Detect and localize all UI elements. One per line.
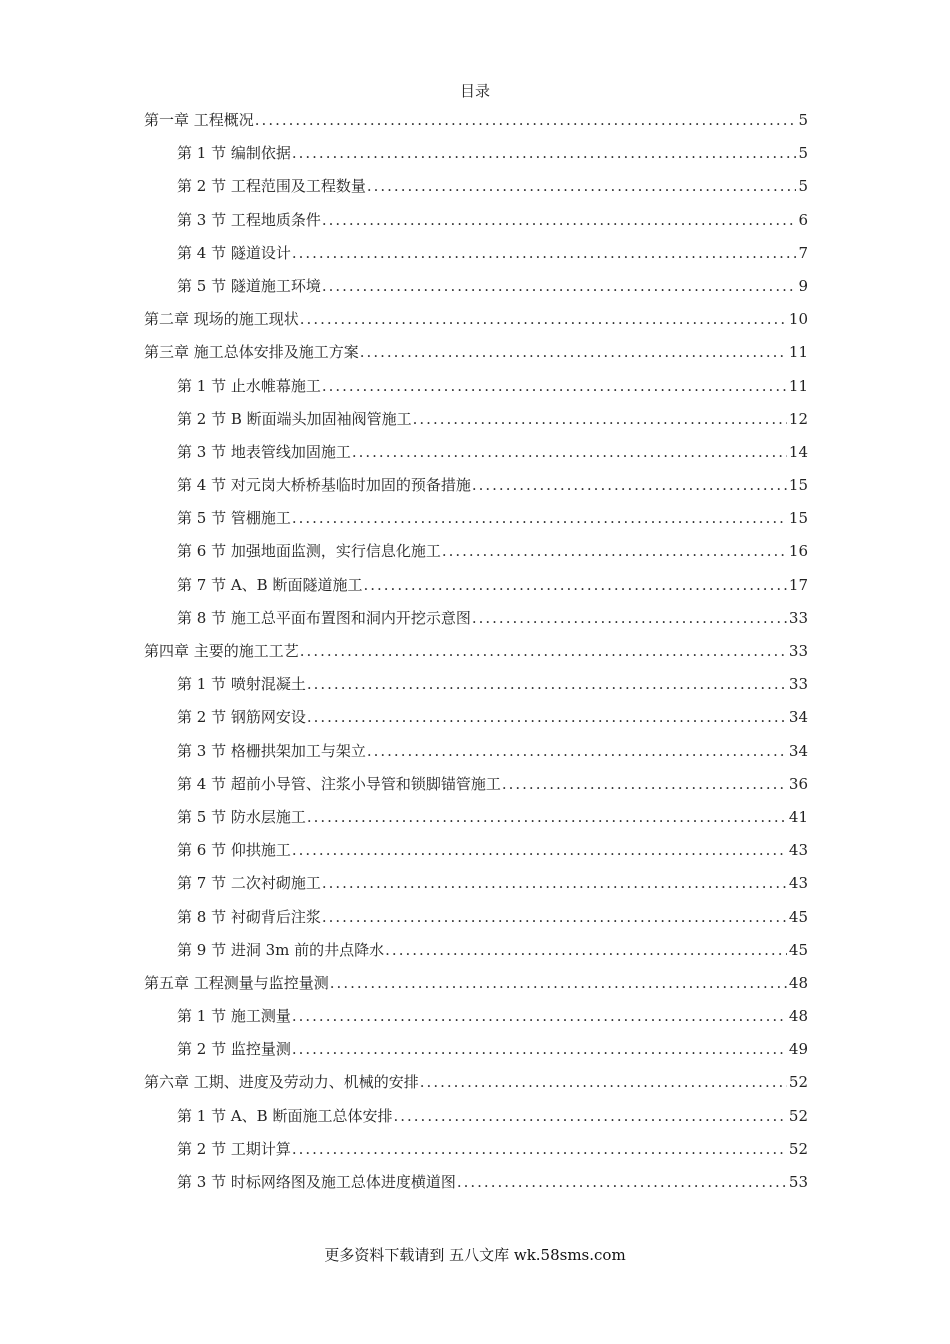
toc-section-entry[interactable] — [144, 867, 808, 900]
toc-section-entry[interactable] — [144, 370, 808, 403]
toc-page-number: 45 — [788, 907, 808, 926]
toc-dot-leader — [291, 834, 787, 867]
toc-entry-label: 第 2 节 工期计算 — [177, 1139, 291, 1158]
toc-dot-leader — [456, 1166, 787, 1199]
toc-dot-leader — [291, 137, 797, 170]
toc-entry-label: 第 1 节 施工测量 — [177, 1007, 291, 1026]
toc-entry-label: 第 1 节 止水帷幕施工 — [177, 376, 321, 395]
toc-page-number: 53 — [788, 1173, 808, 1191]
toc-page-number: 5 — [798, 177, 808, 196]
toc-dot-leader — [306, 801, 787, 834]
toc-entry-label: 第三章 施工总体安排及施工方案 — [144, 343, 359, 362]
toc-chapter-entry[interactable] — [144, 635, 808, 668]
toc-page-number: 52 — [788, 1073, 808, 1092]
toc-page-number: 43 — [788, 874, 808, 893]
toc-entry-label: 第 1 节 A、B 断面施工总体安排 — [177, 1106, 393, 1125]
toc-page-number: 33 — [788, 675, 808, 694]
toc-chapter-entry[interactable] — [144, 104, 808, 137]
toc-dot-leader — [412, 403, 787, 436]
toc-section-entry[interactable] — [144, 768, 808, 801]
toc-dot-leader — [419, 1066, 787, 1099]
toc-dot-leader — [362, 569, 786, 602]
toc-section-entry[interactable] — [144, 137, 808, 170]
toc-page-number: 34 — [788, 741, 808, 760]
toc-dot-leader — [291, 502, 787, 535]
footer-note: 更多资料下载请到 五八文库 wk.58sms.com — [324, 1246, 626, 1264]
toc-entry-label: 第 3 节 工程地质条件 — [177, 210, 321, 229]
toc-section-entry[interactable] — [144, 535, 808, 568]
toc-entry-label: 第 4 节 对元岗大桥桥基临时加固的预备措施 — [177, 476, 471, 495]
toc-entry-label: 第 3 节 格栅拱架加工与架立 — [177, 741, 366, 760]
toc-section-entry[interactable] — [144, 270, 808, 303]
toc-entry-label: 第 5 节 防水层施工 — [177, 807, 306, 826]
toc-section-entry[interactable] — [144, 502, 808, 535]
toc-chapter-entry[interactable] — [144, 336, 808, 369]
toc-dot-leader — [329, 967, 787, 1000]
toc-entry-label: 第 8 节 衬砌背后注浆 — [177, 907, 321, 926]
toc-entry-label: 第六章 工期、进度及劳动力、机械的安排 — [144, 1073, 419, 1092]
toc-section-entry[interactable] — [144, 801, 808, 834]
toc-section-entry[interactable] — [144, 901, 808, 934]
toc-dot-leader — [299, 635, 787, 668]
toc-entry-label: 第 2 节 钢筋网安设 — [177, 708, 306, 727]
toc-section-entry[interactable] — [144, 1166, 808, 1199]
toc-dot-leader — [321, 204, 797, 237]
toc-section-entry[interactable] — [144, 668, 808, 701]
toc-page-number: 48 — [788, 1007, 808, 1026]
toc-section-entry[interactable] — [144, 170, 808, 203]
toc-entry-label: 第 8 节 施工总平面布置图和洞内开挖示意图 — [177, 608, 471, 627]
toc-section-entry[interactable] — [144, 569, 808, 602]
toc-section-entry[interactable] — [144, 1133, 808, 1166]
toc-entry-label: 第二章 现场的施工现状 — [144, 310, 299, 329]
toc-page-number: 14 — [788, 442, 808, 461]
toc-page-number: 33 — [788, 608, 808, 627]
toc-dot-leader — [321, 370, 787, 403]
toc-dot-leader — [384, 934, 787, 967]
toc-section-entry[interactable] — [144, 204, 808, 237]
toc-page-number: 7 — [798, 243, 808, 262]
toc-page-number: 33 — [788, 642, 808, 660]
toc-entry-label: 第 3 节 时标网络图及施工总体进度横道图 — [177, 1173, 456, 1191]
toc-page-number: 15 — [788, 509, 808, 528]
toc-entry-label: 第 9 节 进洞 3m 前的井点降水 — [177, 940, 385, 959]
toc-entry-label: 第 4 节 超前小导管、注浆小导管和锁脚锚管施工 — [177, 774, 501, 793]
toc-dot-leader — [471, 602, 787, 635]
toc-dot-leader — [501, 768, 787, 801]
toc-entry-label: 第 7 节 A、B 断面隧道施工 — [177, 575, 363, 594]
toc-dot-leader — [351, 436, 787, 469]
toc-section-entry[interactable] — [144, 1000, 808, 1033]
toc-page-number: 11 — [788, 376, 808, 395]
toc-entry-label: 第 6 节 加强地面监测，实行信息化施工 — [177, 542, 441, 561]
toc-dot-leader — [471, 469, 787, 502]
toc-dot-leader — [291, 237, 797, 270]
toc-entry-label: 第 7 节 二次衬砌施工 — [177, 874, 321, 893]
toc-section-entry[interactable] — [144, 701, 808, 734]
toc-page-number: 41 — [788, 807, 808, 826]
toc-entry-label: 第 1 节 编制依据 — [177, 144, 291, 163]
toc-entry-label: 第 5 节 隧道施工环境 — [177, 276, 321, 295]
toc-page-number: 52 — [788, 1106, 808, 1125]
toc-dot-leader — [366, 170, 797, 203]
toc-page-number: 49 — [788, 1040, 808, 1059]
toc-entry-label: 第一章 工程概况 — [144, 111, 254, 129]
toc-page-number: 48 — [788, 973, 808, 992]
toc-dot-leader — [306, 668, 787, 701]
toc-page-number: 5 — [798, 144, 808, 163]
toc-page-number: 43 — [788, 841, 808, 860]
toc-entry-label: 第 4 节 隧道设计 — [177, 243, 291, 262]
toc-dot-leader — [321, 270, 797, 303]
toc-page-number: 36 — [788, 774, 808, 793]
toc-entry-label: 第 5 节 管棚施工 — [177, 509, 291, 528]
toc-page-number: 45 — [788, 940, 808, 959]
table-of-contents — [144, 104, 808, 1199]
toc-entry-label: 第 2 节 监控量测 — [177, 1040, 291, 1059]
toc-section-entry[interactable] — [144, 934, 808, 967]
toc-entry-label: 第 2 节 B 断面端头加固袖阀管施工 — [177, 409, 412, 428]
toc-section-entry[interactable] — [144, 1100, 808, 1133]
toc-dot-leader — [392, 1100, 786, 1133]
toc-page-number: 34 — [788, 708, 808, 727]
toc-page-number: 6 — [798, 210, 808, 229]
toc-page-number: 9 — [798, 276, 808, 295]
toc-section-entry[interactable] — [144, 1033, 808, 1066]
toc-dot-leader — [359, 336, 787, 369]
toc-dot-leader — [291, 1000, 787, 1033]
toc-entry-label: 第 2 节 工程范围及工程数量 — [177, 177, 366, 196]
toc-dot-leader — [321, 867, 787, 900]
toc-dot-leader — [366, 735, 787, 768]
toc-chapter-entry[interactable] — [144, 967, 808, 1000]
toc-entry-label: 第 6 节 仰拱施工 — [177, 841, 291, 860]
toc-section-entry[interactable] — [144, 403, 808, 436]
toc-page-number: 5 — [798, 111, 808, 129]
toc-dot-leader — [299, 303, 787, 336]
toc-page-number: 17 — [788, 575, 808, 594]
toc-dot-leader — [321, 901, 787, 934]
toc-entry-label: 第五章 工程测量与监控量测 — [144, 973, 329, 992]
toc-page-number: 16 — [788, 542, 808, 561]
toc-dot-leader — [291, 1133, 787, 1166]
toc-dot-leader — [441, 535, 787, 568]
toc-section-entry[interactable] — [144, 602, 808, 635]
toc-entry-label: 第 1 节 喷射混凝土 — [177, 675, 306, 694]
toc-entry-label: 第四章 主要的施工工艺 — [144, 642, 299, 660]
toc-section-entry[interactable] — [144, 436, 808, 469]
toc-page-number: 52 — [788, 1139, 808, 1158]
toc-entry-label: 第 3 节 地表管线加固施工 — [177, 442, 351, 461]
toc-section-entry[interactable] — [144, 834, 808, 867]
toc-chapter-entry[interactable] — [144, 303, 808, 336]
toc-dot-leader — [306, 701, 787, 734]
toc-dot-leader — [254, 104, 797, 137]
toc-page-number: 11 — [788, 343, 808, 362]
toc-page-number: 12 — [788, 409, 808, 428]
toc-section-entry[interactable] — [144, 237, 808, 270]
toc-dot-leader — [291, 1033, 787, 1066]
toc-page-number: 10 — [788, 310, 808, 329]
toc-chapter-entry[interactable] — [144, 1066, 808, 1099]
toc-section-entry[interactable] — [144, 469, 808, 502]
toc-title: 目录 — [459, 82, 490, 100]
toc-section-entry[interactable] — [144, 735, 808, 768]
toc-page-number: 15 — [788, 476, 808, 495]
